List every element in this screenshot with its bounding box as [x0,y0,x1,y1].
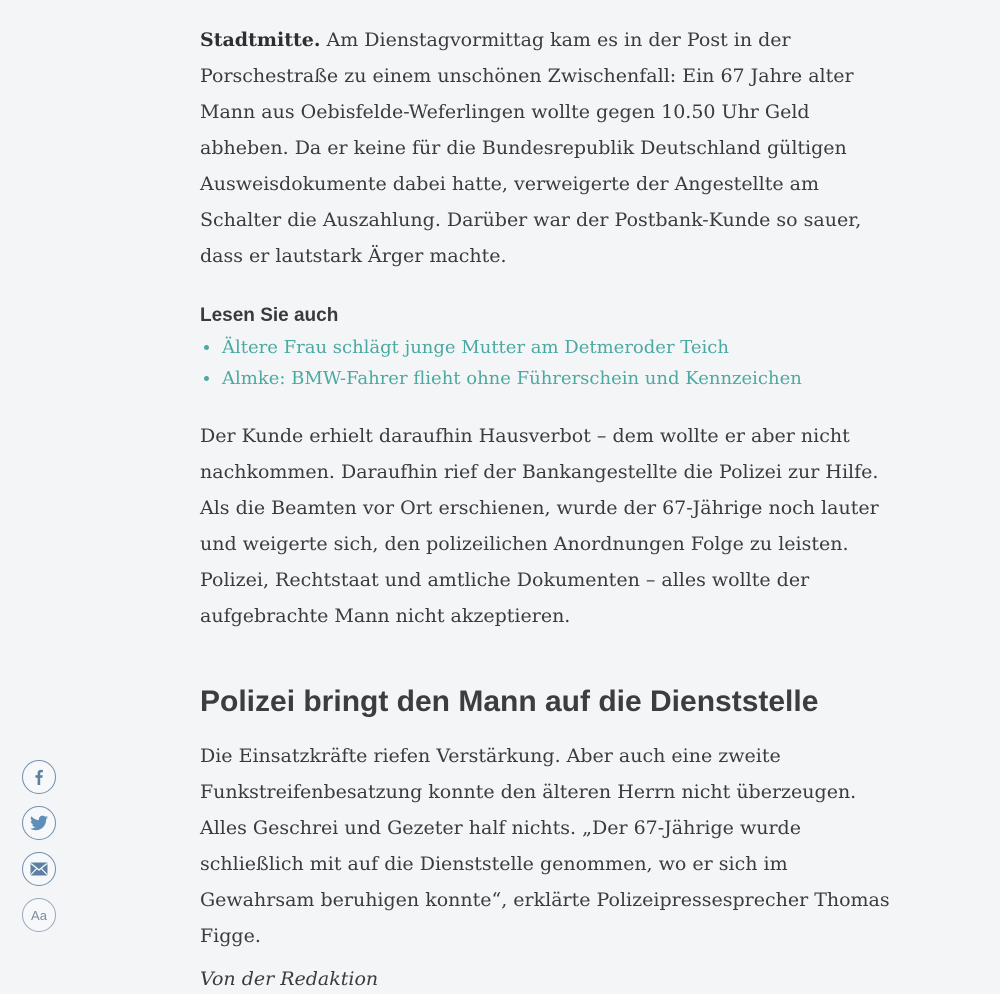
share-bar [22,760,60,944]
email-share-button[interactable] [22,852,56,886]
section-heading: Polizei bringt den Mann auf die Dienststelle [200,685,819,718]
byline: Von der Redaktion [200,968,379,990]
facebook-share-button[interactable] [22,760,56,794]
font-size-icon: Aa [31,907,47,923]
facebook-icon [31,769,47,785]
related-article-link-1[interactable]: Ältere Frau schlägt junge Mutter am Detmeroder Teich [222,337,729,358]
dateline: Stadtmitte. [200,29,321,51]
article-paragraph-3: Die Einsatzkräfte riefen Verstärkung. Aber auch eine zweite Funkstreifenbesatzung konnte den älteren Herrn nicht überzeugen. Alles Geschrei und Gezeter half nichts. „Der 67-Jährige wurde schließlich mit auf die Dienststelle genommen, wo er sich im Gewahrsam beruhigen konnte“, erklärte Polizeipressesprecher Thomas Figge. [200,745,890,947]
font-size-button[interactable] [22,898,56,932]
list-item [200,363,900,394]
also-read-title: Lesen Sie auch [200,305,339,326]
related-article-link-2[interactable]: Almke: BMW-Fahrer flieht ohne Führerschein und Kennzeichen [222,368,802,389]
article [200,22,900,994]
also-read-list [200,332,900,394]
paragraph-1-text: Am Dienstagvormittag kam es in der Post in der Porschestraße zu einem unschönen Zwischenfall: Ein 67 Jahre alter Mann aus Oebisfelde-Weferlingen wollte gegen 10.50 Uhr Geld abheben. Da er keine für die Bundesrepublik Deutschland gültigen Ausweisdokumente dabei hatte, verweigerte der Angestellte am Schalter die Auszahlung. Darüber war der Postbank-Kunde so sauer, dass er lautstark Ärger machte. [200,29,862,267]
twitter-share-button[interactable] [22,806,56,840]
mail-icon [30,862,48,876]
article-paragraph-1 [200,22,900,274]
twitter-icon [30,815,48,831]
also-read-box [200,302,900,394]
list-item [200,332,900,363]
article-paragraph-2: Der Kunde erhielt daraufhin Hausverbot – dem wollte er aber nicht nachkommen. Daraufhin rief der Bankangestellte die Polizei zur Hilfe. Als die Beamten vor Ort erschienen, wurde der 67-Jährige noch lauter und weigerte sich, den polizeilichen Anordnungen Folge zu leisten. Polizei, Rechtstaat und amtliche Dokumenten – alles wollte der aufgebrachte Mann nicht akzeptieren. [200,425,879,627]
